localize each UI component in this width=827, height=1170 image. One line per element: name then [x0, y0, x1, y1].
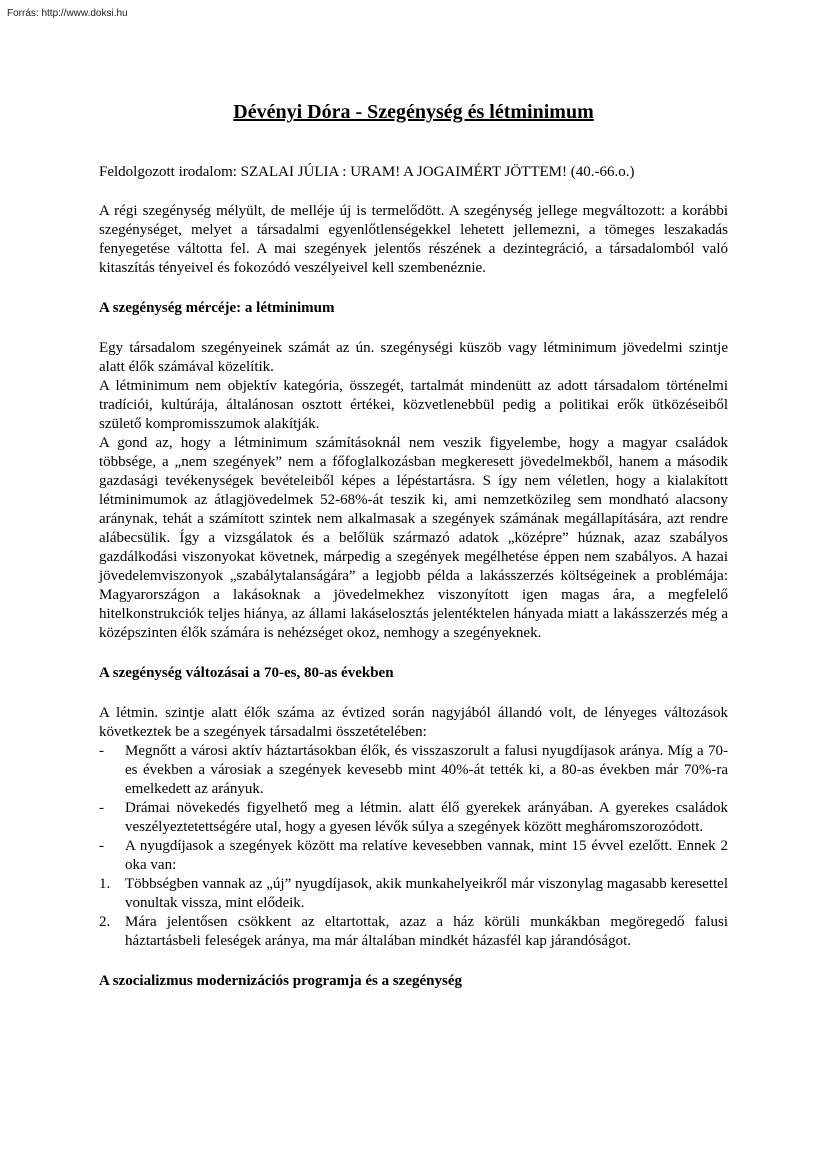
subsistence-paragraph-3: A gond az, hogy a létminimum számításoknál nem veszik figyelembe, hogy a magyar családok többsége, a „nem szegények” nem a főfoglalkozásban megkeresett jövedelmekből, hanem a második gazdasági tevékenységek bevételeiből képes a lépéstartásra. S így nem véletlen, hogy a kialakított létminimumok az átlagjövedelmek 52-68%-át teszik ki, ami nemzetközileg sem mondható alacsony aránynak, tehát a számított szintek nem alkalmasak a szegények számának megállapítására, azt rendre alábecsülik. Így a vizsgálatok és a belőlük származó adatok „középre” húznak, azaz szabályos gazdálkodási viszonyokat követnek, márpedig a szegények megélhetése éppen nem szabályos. A hazai jövedelemviszonyok „szabálytalanságára” a legjobb példa a lakásszerzés költségeinek a problémája: Magyarországon a lakásoknak a jövedelmekhez viszonyított igen magas ára, a megfelelő hitelkonstrukciók teljes hiánya, az állami lakáselosztás jelentéktelen hányada miatt a lakásszerzés még a középszinten élők számára is nehézséget okoz, nemhogy a szegényeknek. — [99, 435, 728, 641]
source-label: Forrás: http://www.doksi.hu — [7, 8, 128, 19]
document-title: Dévényi Dóra - Szegénység és létminimum — [233, 101, 594, 123]
literature-line: Feldolgozott irodalom: SZALAI JÚLIA : URAM! A JOGAIMÉRT JÖTTEM! (40.-66.o.) — [99, 164, 635, 180]
list-item — [99, 742, 728, 799]
dash-marker: - — [99, 743, 104, 759]
reasons-numbered-list — [99, 875, 728, 951]
list-item-text: Drámai növekedés figyelhető meg a létmin. alatt élő gyerekek arányában. A gyerekes családok veszélyeztetettségére utal, hogy a gyesen lévők súlya a szegények között megháromszorozódott. — [125, 800, 728, 835]
dash-marker: - — [99, 838, 104, 854]
number-marker: 1. — [99, 876, 111, 892]
list-item — [99, 837, 728, 875]
list-item — [99, 875, 728, 913]
list-item-text: A nyugdíjasok a szegények között ma relatíve kevesebben vannak, mint 15 évvel ezelőtt. Ennek 2 oka van: — [125, 838, 728, 873]
changes-paragraph-1: A létmin. szintje alatt élők száma az évtized során nagyjából állandó volt, de lényeges változások következtek be a szegények társadalmi összetételében: — [99, 705, 728, 740]
document-body — [99, 202, 728, 991]
dash-marker: - — [99, 800, 104, 816]
subsistence-paragraph-2: A létminimum nem objektív kategória, összegét, tartalmát mindenütt az adott társadalom történelmi tradíciói, kultúrája, általánosan osztott értékei, közvetlenebbül pedig a politikai erők ütközéseiből születő kompromisszumok alakítják. — [99, 378, 728, 432]
section-heading-changes: A szegénység változásai a 70-es, 80-as években — [99, 665, 394, 681]
list-item — [99, 913, 728, 951]
changes-dash-list — [99, 742, 728, 875]
list-item-text: Többségben vannak az „új” nyugdíjasok, akik munkahelyeikről már viszonylag magasabb keresettel vonultak vissza, mint elődeik. — [125, 876, 728, 911]
intro-paragraph: A régi szegénység mélyült, de melléje új is termelődött. A szegénység jellege megváltozott: a korábbi szegénységet, melyet a társadalmi egyenlőtlenségekkel lehetett jellemezni, a tömeges leszakadás fenyegetése váltotta fel. A mai szegények jelentős részének a dezintegráció, a társadalomból való kitaszítás tényeivel és fokozódó veszélyeivel kell szembenéznie. — [99, 203, 728, 276]
section-heading-subsistence: A szegénység mércéje: a létminimum — [99, 300, 335, 316]
subsistence-paragraph-1: Egy társadalom szegényeinek számát az ún. szegénységi küszöb vagy létminimum jövedelmi szintje alatt élők számával közelítik. — [99, 340, 728, 375]
list-item-text: Megnőtt a városi aktív háztartásokban élők, és visszaszorult a falusi nyugdíjasok aránya. Míg a 70-es években a városiak a szegények kevesebb mint 40%-át tették ki, a 80-as években már 70%-ra emelkedett az arányuk. — [125, 743, 728, 797]
list-item-text: Mára jelentősen csökkent az eltartottak, azaz a ház körüli munkákban megöregedő falusi háztartásbeli feleségek aránya, ma már általában mindkét házasfél kap járandóságot. — [125, 914, 728, 949]
number-marker: 2. — [99, 914, 111, 930]
list-item — [99, 799, 728, 837]
section-heading-socialism: A szocializmus modernizációs programja és a szegénység — [99, 973, 462, 989]
